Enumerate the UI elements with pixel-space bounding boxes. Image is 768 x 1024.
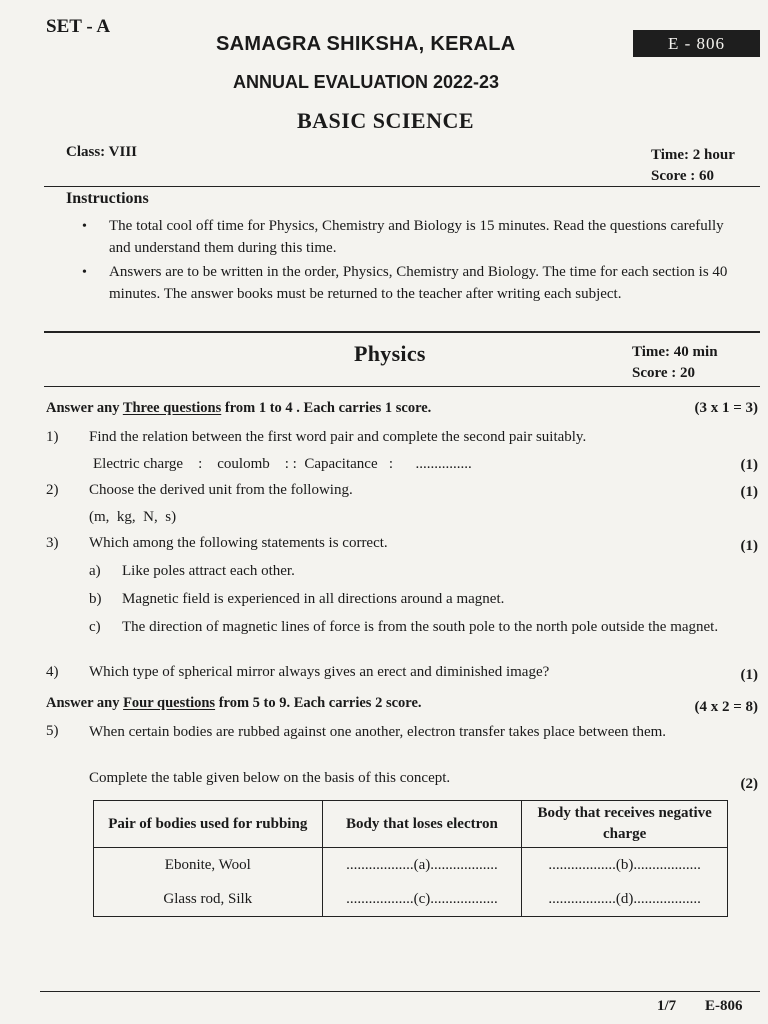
bullet-icon: •: [82, 265, 87, 280]
table-cell-blank-b: ..................(b)..................: [522, 848, 728, 883]
q2-text: Choose the derived unit from the following.: [89, 482, 353, 498]
instructions-heading: Instructions: [66, 190, 149, 207]
table-cell-blank-c: ..................(c)..................: [322, 882, 522, 917]
part2-instr-underlined: Four questions: [123, 695, 216, 711]
table-row: [94, 848, 728, 883]
instruction-item-1: The total cool off time for Physics, Chemistry and Biology is 15 minutes. Read the questions carefully and understand them during this time.: [109, 218, 724, 256]
instruction-item-2: Answers are to be written in the order, Physics, Chemistry and Biology. The time for each section is 40 minutes. The answer books must be returned to the teacher after writing each subject.: [109, 264, 728, 302]
organization-title: SAMAGRA SHIKSHA, KERALA: [216, 33, 516, 55]
q3-option-c-label: c): [89, 619, 101, 635]
q5-text: When certain bodies are rubbed against one another, electron transfer takes place between them.: [89, 724, 667, 740]
q3-option-b-text: Magnetic field is experienced in all directions around a magnet.: [122, 591, 505, 607]
total-score: Score : 60: [651, 168, 715, 184]
q3-number: 3): [46, 535, 59, 551]
section-score: Score : 20: [632, 365, 696, 381]
subject-title: BASIC SCIENCE: [297, 108, 475, 133]
table-header-receives: Body that receives negative charge: [522, 801, 728, 848]
part2-marks: (4 x 2 = 8): [694, 699, 758, 715]
q2-options: (m, kg, N, s): [89, 509, 177, 525]
table-row: [94, 882, 728, 917]
evaluation-title: ANNUAL EVALUATION 2022-23: [233, 72, 500, 92]
footer-code: E-806: [705, 998, 743, 1014]
q1-pair: Electric charge : coulomb : : Capacitance : ...............: [93, 456, 472, 472]
q1-text: Find the relation between the first word pair and complete the second pair suitably.: [89, 429, 587, 445]
q5-score: (2): [740, 776, 758, 792]
q5-sub-instruction: Complete the table given below on the basis of this concept.: [89, 770, 451, 786]
set-label: SET - A: [46, 16, 111, 37]
q1-number: 1): [46, 429, 59, 445]
q2-number: 2): [46, 482, 59, 498]
q3-option-c-text: The direction of magnetic lines of force is from the south pole to the north pole outside the magnet.: [122, 619, 719, 635]
bullet-icon: •: [82, 219, 87, 234]
total-time-score: [651, 145, 735, 187]
section-title: Physics: [354, 341, 426, 366]
footer-divider: [40, 991, 760, 992]
rubbing-table: [93, 800, 728, 917]
q1-score: (1): [740, 457, 758, 473]
header-divider: [44, 186, 760, 187]
total-time: Time: 2 hour: [651, 147, 735, 163]
table-cell-pair: Glass rod, Silk: [94, 882, 323, 917]
q5-number: 5): [46, 723, 59, 739]
part2-instr-post: from 5 to 9. Each carries 2 score.: [215, 695, 422, 711]
part1-instr-pre: Answer any: [46, 400, 123, 416]
q3-option-a-label: a): [89, 563, 101, 579]
page-number: 1/7: [657, 998, 677, 1014]
q2-score: (1): [740, 484, 758, 500]
part2-instr-pre: Answer any: [46, 695, 124, 711]
section-time-score: [632, 342, 718, 384]
part1-instruction: [46, 400, 431, 417]
table-cell-blank-a: ..................(a)..................: [322, 848, 522, 883]
class-label: Class: VIII: [66, 144, 137, 160]
table-cell-pair: Ebonite, Wool: [94, 848, 323, 883]
table-cell-blank-d: ..................(d)..................: [522, 882, 728, 917]
q3-option-b-label: b): [89, 591, 102, 607]
table-header-loses: Body that loses electron: [322, 801, 522, 848]
q3-text: Which among the following statements is correct.: [89, 535, 388, 551]
part1-instr-underlined: Three questions: [122, 400, 222, 416]
part2-instruction: [46, 695, 422, 712]
table-header-pair: Pair of bodies used for rubbing: [94, 801, 323, 848]
q4-text: Which type of spherical mirror always gives an erect and diminished image?: [89, 664, 550, 680]
paper-code-badge: E - 806: [633, 30, 760, 57]
q4-score: (1): [740, 667, 758, 683]
section-divider: [44, 386, 760, 387]
section-time: Time: 40 min: [632, 344, 718, 360]
part1-marks: (3 x 1 = 3): [694, 400, 758, 416]
table-header-row: [94, 801, 728, 848]
q3-score: (1): [740, 538, 758, 554]
q4-number: 4): [46, 664, 59, 680]
instructions-divider: [44, 331, 760, 333]
q3-option-a-text: Like poles attract each other.: [122, 563, 295, 579]
part1-instr-post: from 1 to 4 . Each carries 1 score.: [221, 400, 432, 416]
